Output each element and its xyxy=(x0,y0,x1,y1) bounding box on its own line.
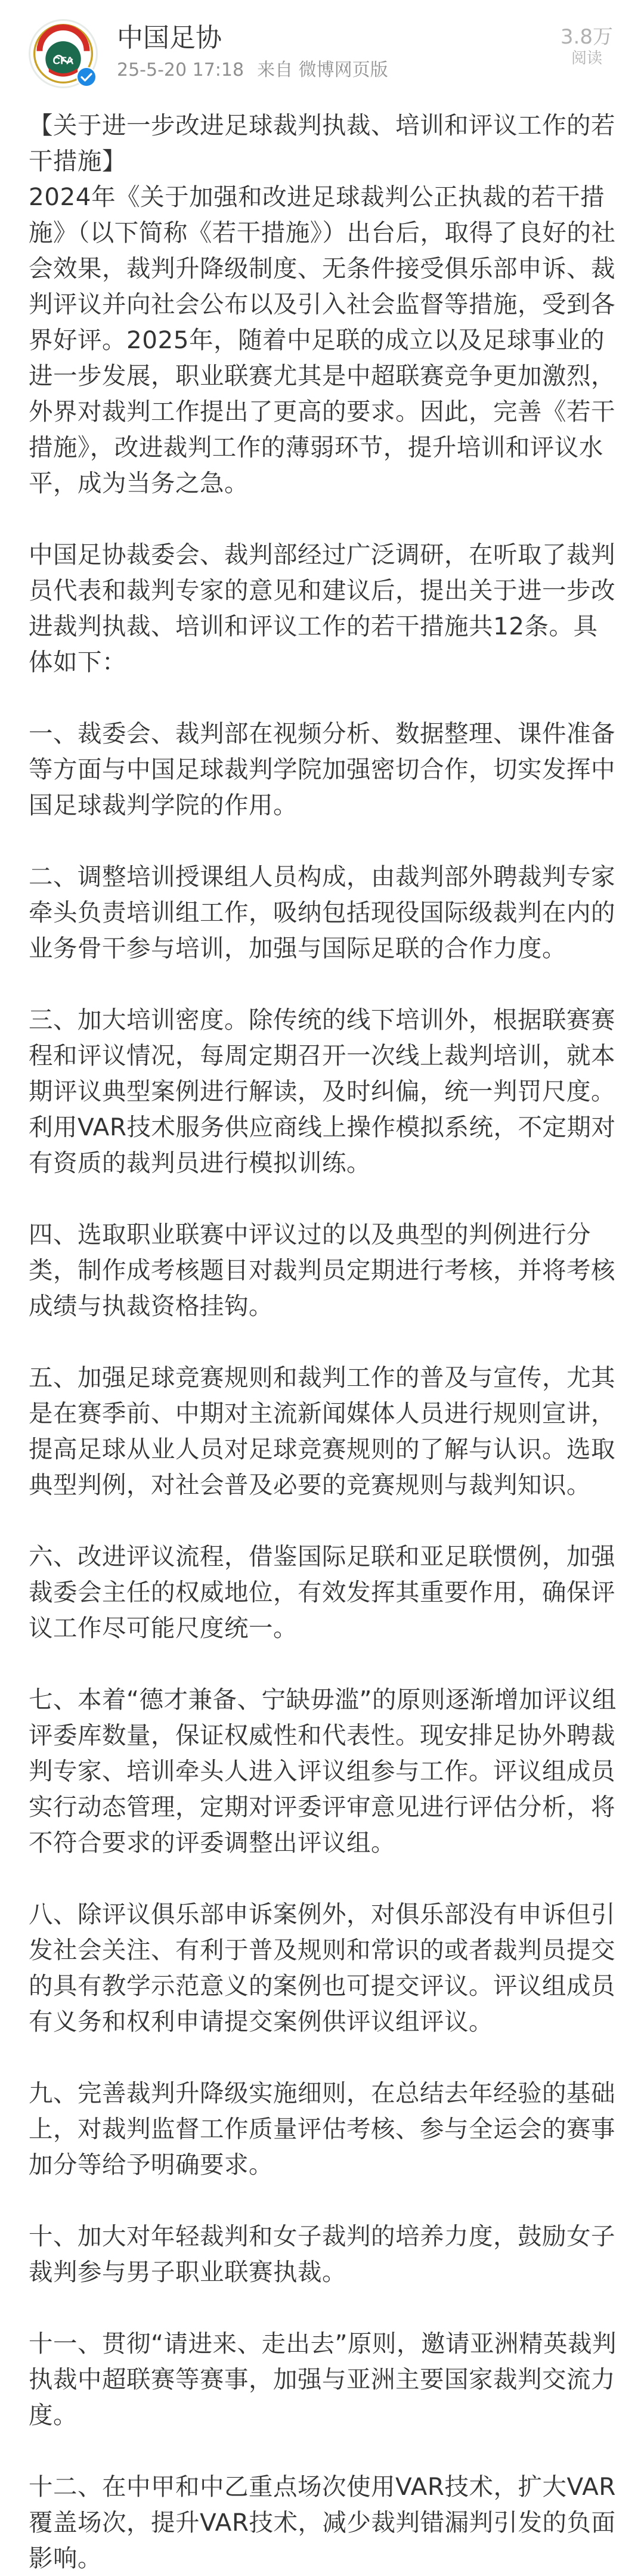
post-header xyxy=(0,0,644,101)
read-count-block xyxy=(561,25,613,68)
measure-item-6: 六、改进评议流程，借鉴国际足联和亚足联惯例，加强裁委会主任的权威地位，有效发挥其重要作用，确保评议工作尽可能尺度统一。 xyxy=(29,1542,615,1642)
measure-item-1: 一、裁委会、裁判部在视频分析、数据整理、课件准备等方面与中国足球裁判学院加强密切合作，切实发挥中国足球裁判学院的作用。 xyxy=(29,719,615,819)
measure-item-8: 八、除评议俱乐部申诉案例外，对俱乐部没有申诉但引发社会关注、有利于普及规则和常识的或者裁判员提交的具有教学示范意义的案例也可提交评议。评议组成员有义务和权利申请提交案例供评议组评议。 xyxy=(29,1900,615,2036)
post-timestamp: 25-5-20 17:18 xyxy=(117,60,244,80)
measure-item-3: 三、加大培训密度。除传统的线下培训外，根据联赛赛程和评议情况，每周定期召开一次线上裁判培训，就本期评议典型案例进行解读，及时纠偏，统一判罚尺度。利用VAR技术服务供应商线上操作模拟系统，不定期对有资质的裁判员进行模拟训练。 xyxy=(29,1005,616,1177)
verified-badge-icon xyxy=(76,67,97,87)
paragraph-gap xyxy=(29,966,619,1002)
read-count: 3.8万 xyxy=(560,25,613,49)
post-paragraph: 中国足协裁委会、裁判部经过广泛调研，在听取了裁判员代表和裁判专家的意见和建议后，提出关于进一步改进裁判执裁、培训和评议工作的若干措施共12条。具体如下： xyxy=(29,540,615,676)
paragraph-gap xyxy=(29,2433,619,2469)
read-label: 阅读 xyxy=(571,49,602,67)
paragraph-gap xyxy=(29,823,619,859)
username[interactable]: 中国足协 xyxy=(117,23,222,53)
post-source: 来自 微博网页版 xyxy=(257,60,388,80)
svg-text:CFA: CFA xyxy=(52,54,74,67)
paragraph-gap xyxy=(29,680,619,716)
measure-item-2: 二、调整培训授课组人员构成，由裁判部外聘裁判专家牵头负责培训组工作，吸纳包括现役国际级裁判在内的业务骨干参与培训，加强与国际足联的合作力度。 xyxy=(29,862,615,962)
paragraph-gap xyxy=(29,1646,619,1682)
paragraph-gap xyxy=(29,501,619,537)
measure-item-7: 七、本着“德才兼备、宁缺毋滥”的原则逐渐增加评议组评委库数量，保证权威性和代表性。现安排足协外聘裁判专家、培训牵头人进入评议组参与工作。评议组成员实行动态管理，定期对评委评审意见进行评估分析，将不符合要求的评委调整出评议组。 xyxy=(29,1685,617,1857)
paragraph-gap xyxy=(29,2039,619,2075)
post-content xyxy=(29,107,619,2576)
measure-item-12: 十二、在中甲和中乙重点场次使用VAR技术，扩大VAR覆盖场次，提升VAR技术，减少裁判错漏判引发的负面影响。 xyxy=(29,2472,616,2572)
paragraph-gap xyxy=(29,1860,619,1896)
measure-item-11: 十一、贯彻“请进来、走出去”原则，邀请亚洲精英裁判执裁中超联赛等赛事，加强与亚洲主要国家裁判交流力度。 xyxy=(29,2329,617,2429)
paragraph-gap xyxy=(29,2290,619,2326)
measure-item-4: 四、选取职业联赛中评议过的以及典型的判例进行分类，制作成考核题目对裁判员定期进行考核，并将考核成绩与执裁资格挂钩。 xyxy=(29,1220,615,1320)
post-title: 【关于进一步改进足球裁判执裁、培训和评议工作的若干措施】 xyxy=(29,111,615,175)
measure-item-10: 十、加大对年轻裁判和女子裁判的培养力度，鼓励女子裁判参与男子职业联赛执裁。 xyxy=(29,2222,615,2286)
paragraph-gap xyxy=(29,1324,619,1360)
post-paragraph: 2024年《关于加强和改进足球裁判公正执裁的若干措施》（以下简称《若干措施》）出台后，取得了良好的社会效果，裁判升降级制度、无条件接受俱乐部申诉、裁判评议并向社会公布以及引入社会监督等措施，受到各界好评。2025年，随着中足联的成立以及足球事业的进一步发展，职业联赛尤其是中超联赛竞争更加激烈，外界对裁判工作提出了更高的要求。因此，完善《若干措施》，改进裁判工作的薄弱环节，提升培训和评议水平，成为当务之急。 xyxy=(29,182,616,497)
post-meta xyxy=(117,60,388,81)
paragraph-gap xyxy=(29,2182,619,2218)
measure-item-5: 五、加强足球竞赛规则和裁判工作的普及与宣传，尤其是在赛季前、中期对主流新闻媒体人员进行规则宣讲，提高足球从业人员对足球竞赛规则的了解与认识。选取典型判例，对社会普及必要的竞赛规则与裁判知识。 xyxy=(29,1363,615,1499)
paragraph-gap xyxy=(29,1503,619,1538)
measure-item-9: 九、完善裁判升降级实施细则，在总结去年经验的基础上，对裁判监督工作质量评估考核、参与全运会的赛事加分等给予明确要求。 xyxy=(29,2079,615,2179)
paragraph-gap xyxy=(29,1181,619,1216)
